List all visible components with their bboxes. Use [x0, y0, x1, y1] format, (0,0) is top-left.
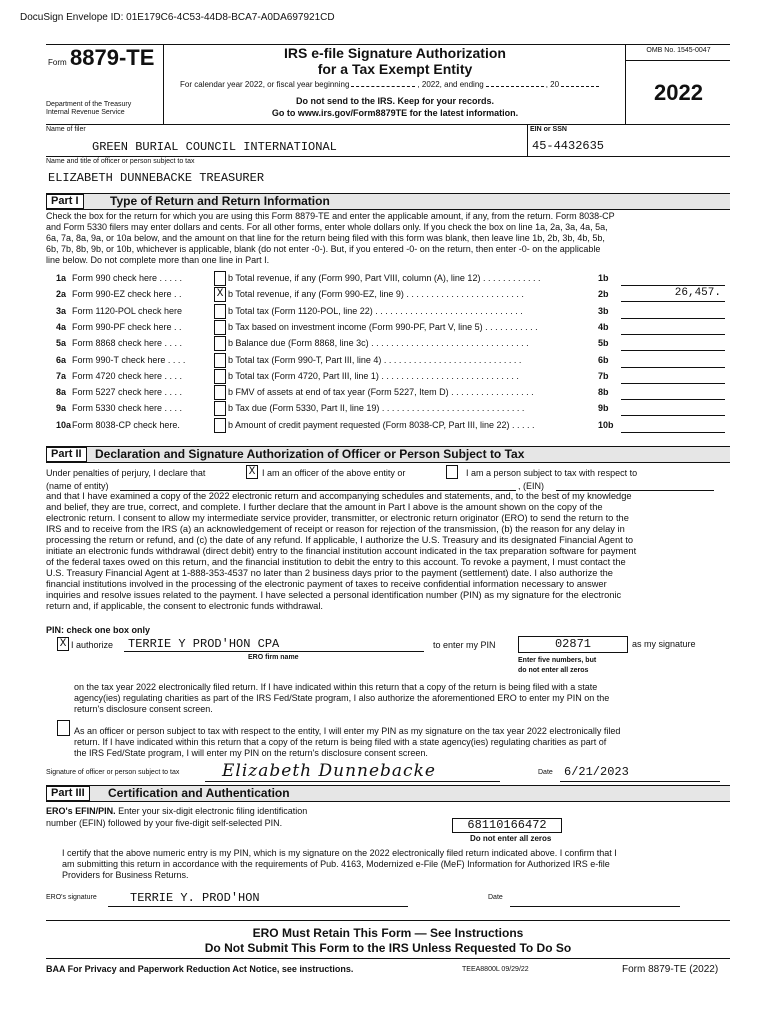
form-check-label: Form 4720 check here . . . .	[72, 370, 183, 381]
efin-line-2: number (EFIN) followed by your five-digit self-selected PIN.	[46, 818, 283, 828]
authorize-text: I authorize	[71, 640, 114, 650]
part1-line-row	[46, 271, 730, 287]
form-checkbox[interactable]	[214, 304, 226, 319]
form-word: Form	[48, 58, 67, 67]
part1-line-row	[46, 369, 730, 385]
ero-firm-name: TERRIE Y PROD'HON CPA	[128, 637, 280, 651]
certification-text: I certify that the above numeric entry is my PIN, which is my signature on the 2022 electronically filed return indicated above. I confirm that I am submitting this return in accordance with the requirements of Pub. 4163, Modernized e-File (MeF) Information for Authorized IRS e-file Providers for Business Returns.	[62, 848, 617, 880]
line-number: 8a	[56, 387, 67, 398]
line-number: 9a	[56, 403, 67, 414]
officer-name: ELIZABETH DUNNEBACKE TREASURER	[48, 171, 265, 185]
form-check-label: Form 990-PF check here . .	[72, 321, 182, 332]
amount-field[interactable]	[621, 401, 725, 416]
line-number: 6a	[56, 354, 67, 365]
part2-label: Part II	[46, 447, 87, 462]
authorize-checkbox[interactable]: X	[57, 637, 69, 651]
amount-field[interactable]	[621, 336, 725, 351]
line-reference: 8b	[598, 387, 609, 398]
amount-field[interactable]	[621, 271, 725, 286]
line-reference: 5b	[598, 338, 609, 349]
omb-number: OMB No. 1545-0047	[646, 47, 711, 54]
amount-field[interactable]: 26,457.	[621, 287, 725, 302]
amount-field[interactable]	[621, 418, 725, 433]
part1-line-row	[46, 336, 730, 352]
efin-zeros: Do not enter all zeros	[470, 834, 552, 843]
form-checkbox[interactable]	[214, 369, 226, 384]
ero-date-label: Date	[488, 894, 503, 901]
officer-label: Name and title of officer or person subject to tax	[46, 158, 195, 165]
amount-field[interactable]	[621, 385, 725, 400]
form-checkbox[interactable]	[214, 336, 226, 351]
five-digits-2: do not enter all zeros	[518, 667, 589, 674]
part1-title: Type of Return and Return Information	[110, 194, 330, 208]
person-checkbox[interactable]	[446, 465, 458, 479]
part1-line-row	[46, 287, 730, 303]
amount-field[interactable]	[621, 369, 725, 384]
line-description: b Balance due (Form 8868, line 3c) . . . . . . . . . . . . . . . . . . . . . . . . . . . . . . . .	[228, 338, 529, 349]
signature-label: Signature of officer or person subject to tax	[46, 769, 180, 776]
form-check-label: Form 1120-POL check here	[72, 305, 183, 316]
amount-field[interactable]	[621, 353, 725, 368]
line-description: b FMV of assets at end of tax year (Form 5227, Item D) . . . . . . . . . . . . . . . . .	[228, 387, 534, 398]
form-checkbox[interactable]	[214, 401, 226, 416]
form-check-label: Form 990 check here . . . . .	[72, 273, 183, 283]
part1-line-row	[46, 353, 730, 369]
baa-notice: BAA For Privacy and Paperwork Reduction Act Notice, see instructions.	[46, 964, 354, 974]
ero-signature: TERRIE Y. PROD'HON	[130, 891, 260, 905]
line-reference: 6b	[598, 354, 609, 365]
form-check-label: Form 5227 check here . . . .	[72, 387, 183, 398]
line-number: 5a	[56, 338, 67, 349]
line-reference: 9b	[598, 403, 609, 414]
form-check-label: Form 8868 check here . . . .	[72, 338, 183, 349]
part1-line-row	[46, 320, 730, 336]
part1-line-row	[46, 385, 730, 401]
form-checkbox[interactable]	[214, 385, 226, 400]
as-signature-text: as my signature	[632, 639, 696, 649]
name-entity-label: (name of entity)	[46, 481, 109, 491]
date-label: Date	[538, 769, 553, 776]
line-number: 10a	[56, 419, 72, 430]
dept-1: Department of the Treasury	[46, 101, 132, 108]
dept-2: Internal Revenue Service	[46, 109, 125, 116]
part1-intro: Check the box for the return for which you are using this Form 8879-TE and enter the applicable amount, if any, from the return. Form 8038-CP and Form 5330 filers may enter dollars and cents. For all other forms, enter whole dollars only. If you check the box on line 1a, 2a, 3a, 4a, 5a, 6a, 7a, 8a, 9a, or 10a below, and the amount on that line for the return being filed with this form was blank, then leave line 1b, 2b, 3b, 4b, 5b, 6b, 7b, 8b, 9b, or 10b, whichever is applicable, blank (do not enter -0-). But, if you entered -0- on the return, then enter -0- on the applicable line below. Do not complete more than one line in Part I.	[46, 211, 615, 265]
amount-field[interactable]	[621, 320, 725, 335]
five-digits-1: Enter five numbers, but	[518, 657, 597, 664]
form-check-label: Form 990-T check here . . . .	[72, 354, 186, 365]
pin-heading: PIN: check one box only	[46, 625, 151, 635]
line-reference: 10b	[598, 419, 614, 430]
line-reference: 1b	[598, 273, 609, 283]
ero-signature-label: ERO's signature	[46, 894, 97, 901]
line-number: 7a	[56, 370, 67, 381]
line-description: b Total revenue, if any (Form 990-EZ, line 9) . . . . . . . . . . . . . . . . . . . . . . . .	[228, 289, 524, 300]
notice-2: Go to www.irs.gov/Form8879TE for the latest information.	[271, 108, 519, 118]
ein-label: EIN or SSN	[530, 126, 567, 133]
enter-pin-text: to enter my PIN	[433, 640, 496, 650]
penalties-text: Under penalties of perjury, I declare that	[46, 468, 206, 478]
self-enter-paragraph: As an officer or person subject to tax with respect to the entity, I will enter my PIN as my signature on the tax year 2022 electronically filed return. If I have indicated within this return that a copy of the return is being filed with a state agency(ies) regulating charities as part of the IRS Fed/State program, I will enter my PIN on the return's disclosure consent screen.	[74, 726, 621, 758]
line-reference: 7b	[598, 370, 609, 381]
line-number: 1a	[56, 273, 67, 283]
form-checkbox[interactable]	[214, 320, 226, 335]
line-number: 4a	[56, 321, 67, 332]
line-description: b Tax due (Form 5330, Part II, line 19) . . . . . . . . . . . . . . . . . . . . . . . . . . . . .	[228, 403, 525, 414]
line-reference: 3b	[598, 305, 609, 316]
part3-title: Certification and Authentication	[108, 786, 290, 800]
officer-text: I am an officer of the above entity or	[262, 468, 406, 478]
form-checkbox[interactable]	[214, 353, 226, 368]
line-reference: 2b	[598, 289, 609, 300]
line-description: b Total tax (Form 1120-POL, line 22) . . . . . . . . . . . . . . . . . . . . . . . . . . . . . .	[228, 305, 523, 316]
form-code: TEEA8800L 09/29/22	[462, 966, 529, 973]
filer-name-label: Name of filer	[46, 126, 86, 133]
line-description: b Total revenue, if any (Form 990, Part VIII, column (A), line 12) . . . . . . . . . . . .	[228, 273, 541, 283]
line-number: 3a	[56, 305, 67, 316]
part3-label: Part III	[46, 786, 90, 801]
ero-firm-label: ERO firm name	[248, 654, 299, 661]
person-text: I am a person subject to tax with respect to	[466, 468, 638, 478]
form-title-1: IRS e-file Signature Authorization	[284, 45, 506, 61]
pin-field[interactable]: 02871	[518, 636, 628, 653]
form-reference: Form 8879-TE (2022)	[622, 964, 719, 975]
retain-notice-2: Do Not Submit This Form to the IRS Unless Requested To Do So	[204, 941, 572, 955]
officer-signature: Elizabeth Dunnebacke	[222, 761, 436, 781]
part1-line-row	[46, 418, 730, 434]
efin-field[interactable]: 68110166472	[452, 818, 562, 833]
ein-value: 45-4432635	[532, 139, 605, 153]
form-title-2: for a Tax Exempt Entity	[317, 61, 473, 77]
form-checkbox[interactable]	[214, 271, 226, 286]
signature-date: 6/21/2023	[564, 765, 629, 779]
line-description: b Tax based on investment income (Form 990-PF, Part V, line 5) . . . . . . . . . . .	[228, 321, 538, 332]
part1-line-row	[46, 401, 730, 417]
filer-name: GREEN BURIAL COUNCIL INTERNATIONAL	[92, 140, 337, 154]
form-checkbox[interactable]: X	[214, 287, 226, 302]
line-description: b Total tax (Form 4720, Part III, line 1) . . . . . . . . . . . . . . . . . . . . . . . . . . . .	[228, 370, 519, 381]
form-number: 8879-TE	[70, 45, 155, 70]
efin-line-1: ERO's EFIN/PIN. Enter your six-digit electronic filing identification	[46, 806, 308, 816]
form-check-label: Form 5330 check here . . . .	[72, 403, 183, 414]
calendar-line: For calendar year 2022, or fiscal year beginning , 2022, and ending , 20	[180, 80, 601, 89]
amount-field[interactable]	[621, 304, 725, 319]
part1-line-row	[46, 304, 730, 320]
line-number: 2a	[56, 289, 67, 300]
form-check-label: Form 990-EZ check here . .	[72, 289, 182, 300]
line-description: b Total tax (Form 990-T, Part III, line 4) . . . . . . . . . . . . . . . . . . . . . . . . . . . .	[228, 354, 522, 365]
declaration-text: and that I have examined a copy of the 2022 electronic return and accompanying schedules and statements, and, to the best of my knowledge and belief, they are true, correct, and complete. I further declare that the amount in Part I above is the amount shown on the copy of the electronic return. I consent to allow my intermediate service provider, transmitter, or electronic return originator (ERO) to send the return to the IRS and to receive from the IRS (a) an acknowledgement of receipt or reason for rejection of the transmission, (b) the reason for any delay in processing the return or refund, and (c) the date of any refund. If applicable, I authorize the U.S. Treasury and its designated Financial Agent to initiate an electronic funds withdrawal (direct debit) entry to the financial institution account indicated in the tax preparation software for payment of the federal taxes owed on this return, and the financial institution to debit the entry to this account. To revoke a payment, I must contact the U.S. Treasury Financial Agent at 1-888-353-4537 no later than 2 business days prior to the payment (settlement) date. I also authorize the financial institutions involved in the processing of the electronic payment of taxes to receive confidential information necessary to answer inquiries and resolve issues related to the payment. I have selected a personal identification number (PIN) as my signature for the electronic return and, if applicable, the consent to electronic funds withdrawal.	[46, 491, 637, 611]
officer-checkbox[interactable]: X	[246, 465, 258, 479]
self-enter-checkbox[interactable]	[57, 720, 70, 736]
part2-title: Declaration and Signature Authorization of Officer or Person Subject to Tax	[95, 447, 525, 461]
line-reference: 4b	[598, 321, 609, 332]
ein-tag: , (EIN)	[518, 481, 544, 491]
ero-paragraph: on the tax year 2022 electronically filed return. If I have indicated within this return that a copy of the return is being filed with a state agency(ies) regulating charities as part of the IRS Fed/State program, I also authorize the aforementioned ERO to enter my PIN on the return's disclosure consent screen.	[74, 682, 610, 714]
form-check-label: Form 8038-CP check here.	[72, 419, 180, 430]
retain-notice-1: ERO Must Retain This Form — See Instructions	[252, 926, 524, 940]
line-description: b Amount of credit payment requested (Form 8038-CP, Part III, line 22) . . . . .	[228, 419, 535, 430]
notice-1: Do not send to the IRS. Keep for your records.	[295, 96, 495, 106]
tax-year: 2022	[654, 80, 703, 105]
form-checkbox[interactable]	[214, 418, 226, 433]
envelope-id: DocuSign Envelope ID: 01E179C6-4C53-44D8-BCA7-A0DA697921CD	[20, 12, 335, 23]
part1-label: Part I	[46, 194, 84, 209]
